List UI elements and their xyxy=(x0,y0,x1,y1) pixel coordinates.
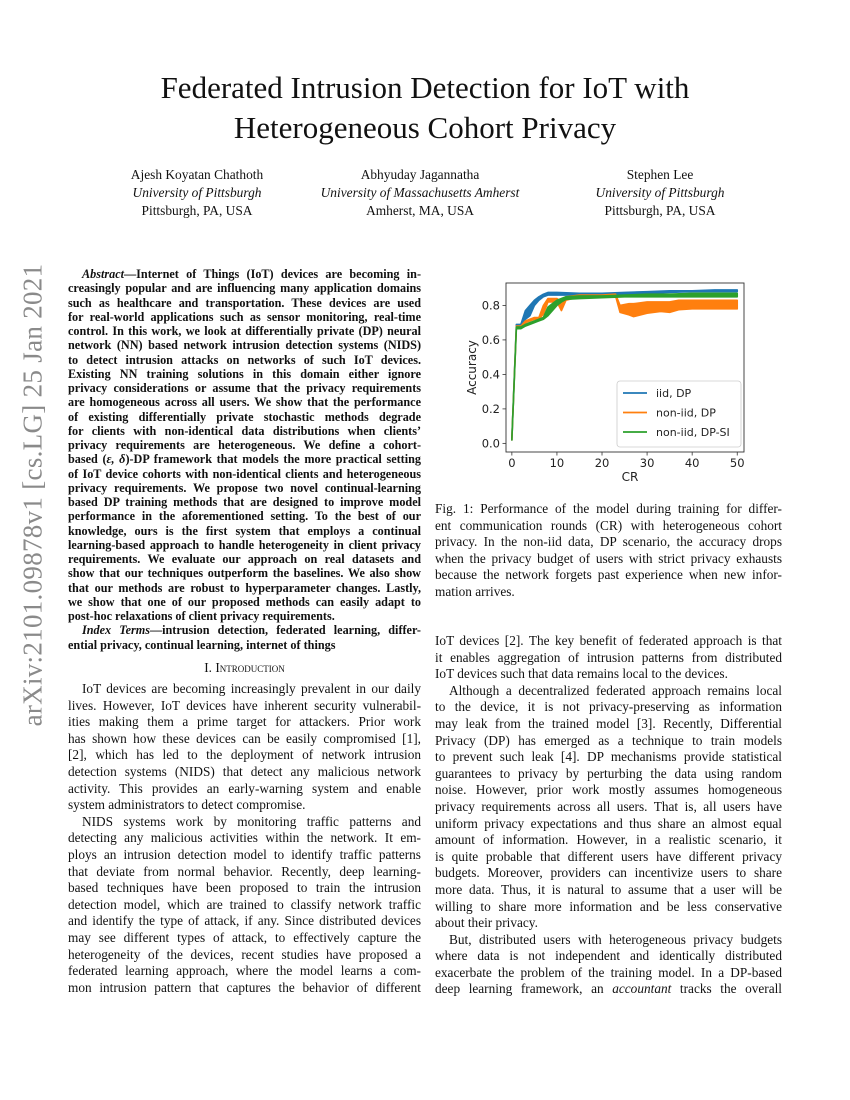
text-segment: where data is not independent and identically distributed xyxy=(435,948,782,964)
text-line xyxy=(435,501,782,518)
text-segment: is quite probable that different users have different privacy xyxy=(435,848,782,864)
text-line xyxy=(435,932,782,949)
text-segment: Fig. 1: Performance of the model during training for differ- xyxy=(435,501,782,516)
text-segment: ent communication rounds (CR) with heterogeneous cohort xyxy=(435,517,782,533)
text-segment: creasingly popular and are influencing many application domains xyxy=(68,281,421,296)
paper-title-line-2: Heterogeneous Cohort Privacy xyxy=(233,110,617,145)
text-line xyxy=(68,947,421,964)
text-segment: IoT devices [2]. The key benefit of federated approach is that xyxy=(435,633,782,648)
text-segment: control. In this work, we look at differentially private (DP) neural xyxy=(68,324,421,338)
text-segment: [2], which has led to the deployment of network intrusion xyxy=(68,747,421,763)
text-segment: activity. This provides an early-warning system and enable xyxy=(68,780,421,796)
text-line xyxy=(68,698,421,715)
y-tick-label: 0.0 xyxy=(481,436,500,451)
author-affiliation: University of Pittsburgh xyxy=(595,185,725,200)
text-segment: detection model, which are trained to classify network traffic xyxy=(68,896,421,912)
text-segment: —intrusion detection, federated learning, differ- xyxy=(149,623,421,638)
text-line xyxy=(435,518,782,535)
text-segment: amount of information. However, in a realistic scenario, it xyxy=(435,832,782,848)
introduction-text xyxy=(68,681,421,996)
text-segment: network (NN) based network intrusion detection systems (NIDS) xyxy=(68,338,421,353)
text-segment: that deviate from normal behavior. Recently, deep learning- xyxy=(68,863,421,879)
text-segment: privacy requirements are heterogeneous. We define a cohort- xyxy=(68,438,421,452)
y-axis-label: Accuracy xyxy=(465,340,479,395)
text-segment: learning-based approach to handle heterogeneity in client privacy xyxy=(68,537,421,552)
text-segment: exacerbate the problem of the training model. In a DP-based xyxy=(435,964,782,980)
text-segment: we show that one of our proposed methods can easily adapt to xyxy=(68,594,421,609)
x-tick-label: 40 xyxy=(684,456,700,470)
text-segment: deep learning framework, an xyxy=(435,981,613,997)
text-line xyxy=(68,864,421,881)
text-segment: based ( xyxy=(68,452,107,467)
text-segment: budgets. Moreover, providers can incentivize users to share xyxy=(435,865,782,881)
text-line xyxy=(68,595,421,609)
text-line xyxy=(68,566,421,580)
text-line xyxy=(68,913,421,930)
text-line xyxy=(68,638,421,652)
text-segment: ε, δ xyxy=(106,452,126,467)
text-segment: federated learning approach, where the model learns a com- xyxy=(68,963,421,979)
text-segment: post-hoc relaxations of client privacy requirements. xyxy=(68,609,335,623)
text-line xyxy=(435,716,782,733)
text-line xyxy=(435,567,782,584)
author-name: Stephen Lee xyxy=(626,167,694,182)
figure-caption xyxy=(435,501,782,601)
author-location: Pittsburgh, PA, USA xyxy=(141,203,253,218)
text-line xyxy=(435,915,782,932)
text-line xyxy=(68,781,421,798)
text-line xyxy=(435,699,782,716)
text-segment: )-DP framework that models the more practical setting xyxy=(125,452,421,467)
text-line xyxy=(435,899,782,916)
accuracy-chart xyxy=(0,0,850,500)
text-segment: more data. Thus, it is natural to assume that a user will be xyxy=(435,881,782,897)
text-line xyxy=(68,609,421,623)
text-line xyxy=(435,948,782,965)
text-segment: lives. However, IoT devices have inherent security vulnerabil- xyxy=(68,697,421,713)
author-location: Amherst, MA, USA xyxy=(366,203,474,218)
text-line xyxy=(68,552,421,566)
text-line xyxy=(68,830,421,847)
x-tick-label: 30 xyxy=(639,456,655,470)
author-name: Ajesh Koyatan Chathoth xyxy=(130,167,264,182)
text-segment: tracks the overall xyxy=(671,981,783,997)
text-segment: for real-world applications such as sensor monitoring, real-time xyxy=(68,309,421,324)
text-line xyxy=(68,747,421,764)
text-segment: Abstract xyxy=(82,267,124,281)
text-line xyxy=(68,509,421,523)
text-line xyxy=(435,849,782,866)
x-tick-label: 20 xyxy=(594,456,610,470)
text-segment: Privacy (DP) has emerged as a technique to train models xyxy=(435,732,782,748)
text-segment: ities making them a prime target for attackers. Prior work xyxy=(68,714,421,730)
text-line xyxy=(68,814,421,831)
text-segment: of IoT device cohorts with non-identical clients and heterogeneous xyxy=(68,466,421,481)
text-line xyxy=(435,551,782,568)
text-line xyxy=(68,963,421,980)
text-segment: to the device, it is not privacy-preserving as information xyxy=(435,699,782,715)
text-line xyxy=(68,681,421,698)
text-line xyxy=(435,882,782,899)
text-segment: that our methods are robust to hyperparameter changes. Lastly, xyxy=(68,580,421,595)
text-segment: for clients with non-identical data distributions when clients’ xyxy=(68,423,421,438)
text-segment: privacy. In the non-iid data, DP scenario, the accuracy drops xyxy=(435,534,782,550)
text-line xyxy=(435,816,782,833)
text-line xyxy=(435,981,782,998)
text-segment: of existing differentially private stochastic methods degrade xyxy=(68,409,421,424)
text-line xyxy=(68,847,421,864)
text-segment: and identify the type of attack, if any. Since distributed devices xyxy=(68,913,421,929)
text-line xyxy=(435,683,782,700)
legend-label-1: non-iid, DP xyxy=(656,406,716,420)
text-segment: —Internet of Things (IoT) devices are becoming in- xyxy=(123,267,421,281)
author-affiliation: University of Massachusetts Amherst xyxy=(320,185,520,200)
text-line xyxy=(435,766,782,783)
text-line xyxy=(435,799,782,816)
text-segment: Although a decentralized federated approach remains local xyxy=(449,682,782,698)
text-line xyxy=(68,880,421,897)
text-segment: system administrators to detect compromise. xyxy=(68,797,306,813)
text-segment: uniform privacy expectations and thus share an almost equal xyxy=(435,815,782,831)
text-line xyxy=(68,797,421,814)
text-line xyxy=(68,524,421,538)
text-line xyxy=(435,749,782,766)
text-segment: based DP training methods that are designed to improve model xyxy=(68,495,421,509)
text-segment: has shown how these devices can be easily compromised [1], xyxy=(68,730,421,746)
x-tick-label: 50 xyxy=(729,456,745,470)
y-tick-label: 0.2 xyxy=(481,401,500,416)
text-segment: performance in the aforementioned setting. To the best of our xyxy=(68,509,421,524)
section-heading-introduction: I. Introduction xyxy=(204,660,285,675)
text-segment: guarantees to privacy by perturbing the data using random xyxy=(435,765,782,781)
text-segment: Index Terms xyxy=(82,623,150,638)
text-line xyxy=(435,733,782,750)
text-line xyxy=(68,714,421,731)
text-line xyxy=(435,650,782,667)
text-segment: to detect intrusion attacks on networks of such IoT devices. xyxy=(68,352,421,367)
text-line xyxy=(435,782,782,799)
text-segment: privacy requirements across all users. That is, all users have xyxy=(435,798,782,814)
text-segment: about their privacy. xyxy=(435,915,538,931)
text-segment: IoT devices are becoming increasingly prevalent in our daily xyxy=(82,681,421,696)
text-line xyxy=(435,865,782,882)
text-line xyxy=(435,965,782,982)
author-name: Abhyuday Jagannatha xyxy=(360,167,480,182)
text-segment: when the privacy budget of users with strict privacy exhausts xyxy=(435,550,782,566)
text-segment: Existing NN training solutions in this domain either ignore xyxy=(68,366,421,381)
text-segment: such as healthcare and transportation. These devices are used xyxy=(68,295,421,310)
text-segment: noise. However, prior work mostly assumes homogeneous xyxy=(435,782,782,798)
paper-title-line-1: Federated Intrusion Detection for IoT with xyxy=(160,70,690,105)
text-segment: privacy requirements. We propose two novel continual-learning xyxy=(68,480,421,495)
text-segment: may leak from the trained model [3]. Recently, Differential xyxy=(435,715,782,731)
text-segment: requirements. We evaluate our approach on real datasets and xyxy=(68,552,421,566)
text-line xyxy=(435,534,782,551)
text-segment: ential privacy, continual learning, internet of things xyxy=(68,637,336,652)
text-segment: privacy considerations or assume that the privacy requirements xyxy=(68,381,421,395)
text-segment: may see different types of attack, to effectively capture the xyxy=(68,929,421,945)
text-segment: mon intrusion pattern that captures the behavior of different xyxy=(68,979,421,995)
text-segment: IoT devices such that data remains local to the devices. xyxy=(435,666,728,682)
y-tick-label: 0.8 xyxy=(481,298,500,313)
text-segment: mation arrives. xyxy=(435,583,515,599)
legend-label-2: non-iid, DP-SI xyxy=(656,426,730,439)
text-segment: show that our techniques outperform the baselines. We also show xyxy=(68,566,421,581)
author-location: Pittsburgh, PA, USA xyxy=(604,203,716,218)
arxiv-stamp: arXiv:2101.09878v1 [cs.LG] 25 Jan 2021 xyxy=(17,263,48,727)
text-segment: because the network forgets past experience when new infor- xyxy=(435,567,782,583)
text-segment: accountant xyxy=(612,981,672,997)
text-segment: detection systems (NIDS) that detect any malicious network xyxy=(68,763,421,779)
text-line xyxy=(68,930,421,947)
text-segment: heterogeneity of the devices, recent studies have proposed a xyxy=(68,946,421,962)
text-line xyxy=(68,581,421,595)
text-segment: ploys an intrusion detection model to identify traffic patterns xyxy=(68,846,421,862)
x-tick-label: 10 xyxy=(549,456,565,470)
y-tick-label: 0.6 xyxy=(481,332,500,347)
text-line xyxy=(435,633,782,650)
text-line xyxy=(435,832,782,849)
text-segment: it enables aggregation of intrusion patterns from distributed xyxy=(435,649,782,665)
x-tick-label: 0 xyxy=(508,456,516,470)
text-segment: based techniques have been proposed to train the intrusion xyxy=(68,880,421,896)
text-line xyxy=(68,764,421,781)
text-line xyxy=(68,897,421,914)
text-segment: to prevent such leak [4]. DP mechanisms provide statistical xyxy=(435,749,782,765)
right-column-text xyxy=(435,633,782,998)
text-line xyxy=(68,731,421,748)
text-line xyxy=(68,538,421,552)
text-line xyxy=(435,666,782,683)
text-segment: detecting any malicious activities within the network. It em- xyxy=(68,830,421,846)
text-line xyxy=(68,980,421,997)
text-segment: knowledge, ours is the first system that employs a continual xyxy=(68,523,421,538)
text-segment: are homogeneous across all users. We show that the performance xyxy=(68,395,421,410)
text-segment: NIDS systems work by monitoring traffic patterns and xyxy=(82,813,421,829)
legend-label-0: iid, DP xyxy=(656,387,692,400)
y-tick-label: 0.4 xyxy=(481,367,500,382)
text-line xyxy=(435,584,782,601)
text-line xyxy=(68,623,421,637)
author-affiliation: University of Pittsburgh xyxy=(132,185,262,200)
text-segment: But, distributed users with heterogeneous privacy budgets xyxy=(449,931,782,947)
text-segment: willing to share more information and be less conservative xyxy=(435,898,782,914)
x-axis-label: CR xyxy=(621,470,639,484)
